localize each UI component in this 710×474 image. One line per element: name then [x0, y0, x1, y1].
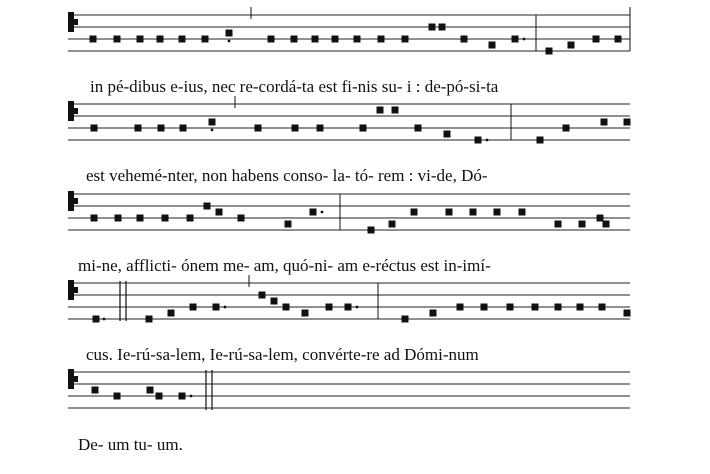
- neume-note: [555, 221, 562, 228]
- neume-note: [114, 393, 121, 400]
- lyric-line-3: mi-ne, afflicti- ónem me- am, quó-ni- am e-réctus est in-imí-: [78, 256, 491, 275]
- neume-note: [114, 36, 121, 43]
- neume-note: [601, 119, 608, 126]
- neume-note: [563, 125, 570, 132]
- lyric-line-4: cus. Ie-rú-sa-lem, Ie-rú-sa-lem, convérte-re ad Dómi-num: [86, 345, 479, 364]
- neume-note: [180, 125, 187, 132]
- neume-note: [179, 36, 186, 43]
- neume-note: [292, 125, 299, 132]
- neume-note: [439, 24, 446, 31]
- neume-note: [429, 24, 436, 31]
- neume-note: [411, 209, 418, 216]
- neume-note: [507, 304, 514, 311]
- neume-note: [168, 310, 175, 317]
- neume-note: [312, 36, 319, 43]
- neume-note: [146, 316, 153, 323]
- neume-note: [537, 137, 544, 144]
- neume-note: [378, 36, 385, 43]
- neume-note: [579, 221, 586, 228]
- neume-note: [255, 125, 262, 132]
- neume-note: [577, 304, 584, 311]
- neume-note: [597, 215, 604, 222]
- neume-note: [268, 36, 275, 43]
- staff-system-4: [68, 275, 631, 323]
- neume-note: [489, 42, 496, 49]
- neume-note: [430, 310, 437, 317]
- neume-note: [158, 125, 165, 132]
- neume-note: [226, 30, 233, 37]
- neume-note: [444, 131, 451, 138]
- neume-note: [402, 316, 409, 323]
- neume-note: [368, 227, 375, 234]
- neume-note: [135, 125, 142, 132]
- neume-note: [494, 209, 501, 216]
- staff-system-5: [68, 369, 630, 410]
- neume-note: [519, 209, 526, 216]
- neume-note: [310, 209, 317, 216]
- neume-note: [216, 209, 223, 216]
- neume-note: [481, 304, 488, 311]
- lyric-line-1: in pé-dibus e-ius, nec re-cordá-ta est fi-nis su- i : de-pó-si-ta: [90, 77, 499, 96]
- neume-note: [568, 42, 575, 49]
- neume-note: [137, 36, 144, 43]
- neume-note: [615, 36, 622, 43]
- neume-note: [461, 36, 468, 43]
- neume-note: [302, 310, 309, 317]
- mora-dot: [486, 139, 489, 142]
- neume-note: [91, 215, 98, 222]
- neume-note: [475, 137, 482, 144]
- neume-note: [90, 36, 97, 43]
- neume-note: [115, 215, 122, 222]
- neume-note: [402, 36, 409, 43]
- neume-note: [291, 36, 298, 43]
- neume-note: [162, 215, 169, 222]
- staff-system-2: [68, 96, 631, 144]
- neume-note: [271, 298, 278, 305]
- mora-dot: [224, 306, 227, 309]
- neume-note: [187, 215, 194, 222]
- neume-note: [326, 304, 333, 311]
- neume-note: [204, 203, 211, 210]
- neume-note: [599, 304, 606, 311]
- mora-dot: [103, 318, 106, 321]
- neume-note: [92, 387, 99, 394]
- neume-note: [332, 36, 339, 43]
- neume-note: [624, 310, 631, 317]
- neume-note: [190, 304, 197, 311]
- neume-note: [360, 125, 367, 132]
- neume-note: [624, 119, 631, 126]
- neume-note: [593, 36, 600, 43]
- neume-note: [415, 125, 422, 132]
- neume-note: [91, 125, 98, 132]
- mora-dot: [190, 395, 193, 398]
- neume-note: [555, 304, 562, 311]
- neume-note: [377, 107, 384, 114]
- neume-note: [317, 125, 324, 132]
- neume-note: [392, 107, 399, 114]
- neume-note: [345, 304, 352, 311]
- mora-dot: [523, 38, 526, 41]
- neume-note: [156, 393, 163, 400]
- neume-note: [93, 316, 100, 323]
- neume-note: [259, 292, 266, 299]
- mora-dot: [321, 211, 324, 214]
- neume-note: [213, 304, 220, 311]
- neume-note: [354, 36, 361, 43]
- neume-note: [446, 209, 453, 216]
- mora-dot: [211, 129, 214, 132]
- lyric-line-5: De- um tu- um.: [78, 435, 183, 454]
- neume-note: [137, 215, 144, 222]
- staff-system-3: [68, 191, 630, 234]
- neume-note: [209, 119, 216, 126]
- mora-dot: [356, 306, 359, 309]
- mora-dot: [228, 40, 231, 43]
- neume-note: [283, 304, 290, 311]
- neume-note: [470, 209, 477, 216]
- neume-note: [202, 36, 209, 43]
- neume-note: [147, 387, 154, 394]
- neume-note: [389, 221, 396, 228]
- neume-note: [532, 304, 539, 311]
- neume-note: [285, 221, 292, 228]
- neume-note: [238, 215, 245, 222]
- neume-note: [457, 304, 464, 311]
- neume-note: [157, 36, 164, 43]
- neume-note: [179, 393, 186, 400]
- neume-note: [603, 221, 610, 228]
- lyric-line-2: est vehemé-nter, non habens conso- la- tó- rem : vi-de, Dó-: [86, 166, 488, 185]
- neume-note: [546, 48, 553, 55]
- neume-note: [512, 36, 519, 43]
- staff-system-1: [68, 7, 630, 55]
